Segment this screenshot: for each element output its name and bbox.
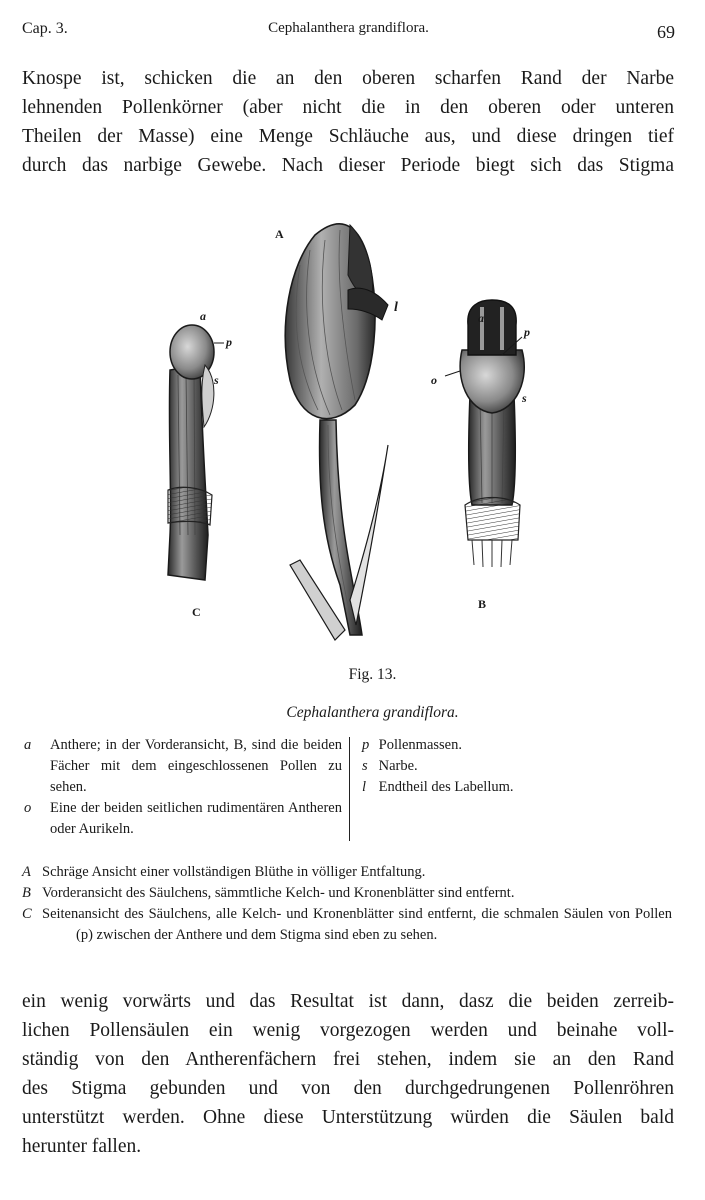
running-head	[22, 20, 675, 44]
text-line: unterstützt werden. Ohne diese Unterstützung würden die Säulen bald	[22, 1107, 674, 1128]
view-text: Seitenansicht des Säulchens, alle Kelch- und Kronenblätter sind entfernt, die schmalen Säulen von Pollen (p) zwischen der Anthere und dem Stigma sind eben zu sehen.	[42, 906, 672, 943]
text-line: lichen Pollensäulen ein wenig vorgezogen werden und beinahe voll-	[22, 1020, 674, 1041]
legend-item	[24, 798, 342, 840]
legend-item	[362, 756, 592, 777]
view-key: C	[22, 906, 32, 922]
legend-divider	[349, 737, 350, 841]
view-text: Schräge Ansicht einer vollständigen Blüthe in völliger Entfaltung.	[42, 864, 426, 880]
view-key: A	[22, 864, 31, 880]
legend-column-left	[24, 735, 342, 840]
figure-label-a: A	[275, 227, 284, 241]
view-b-column	[460, 300, 524, 567]
figure-label-labellum: l	[394, 300, 398, 315]
legend-text: Anthere; in der Vorderansicht, B, sind die beiden Fächer mit dem eingeschlossenen Pollen zu sehen.	[50, 737, 342, 795]
running-title: Cephalanthera grandiflora.	[268, 20, 429, 36]
figure-label-b: B	[478, 597, 487, 611]
legend-item	[362, 735, 592, 756]
legend-text: Pollenmassen.	[378, 737, 462, 753]
legend-key: o	[24, 800, 32, 816]
legend-key: a	[24, 737, 32, 753]
paragraph-top	[22, 64, 674, 180]
legend-column-right	[362, 735, 592, 798]
view-descriptions	[22, 862, 672, 946]
text-line: herunter fallen.	[22, 1136, 142, 1157]
text-line: Knospe ist, schicken die an den oberen scharfen Rand der Narbe	[22, 68, 674, 89]
figure-label-c: C	[192, 605, 201, 619]
legend-key: s	[362, 758, 368, 774]
figure-label-anther: a	[200, 309, 206, 323]
legend-item	[24, 735, 342, 798]
text-line: Theilen der Masse) eine Menge Schläuche aus, und diese dringen tief	[22, 126, 674, 147]
figure-label-pollen: p	[524, 325, 530, 339]
legend-item	[362, 777, 592, 798]
figure-label-stigma: s	[214, 373, 219, 387]
view-description	[22, 904, 672, 946]
figure-label-anther: a	[478, 311, 484, 325]
text-line: durch das narbige Gewebe. Nach dieser Periode biegt sich das Stigma	[22, 155, 674, 176]
view-description	[22, 883, 672, 904]
legend-key: l	[362, 779, 367, 795]
text-line: ständig von den Antherenfächern frei stehen, indem sie an den Rand	[22, 1049, 674, 1070]
text-line: des Stigma gebunden und von den durchgedrungenen Pollenröhren	[22, 1078, 674, 1099]
view-key: B	[22, 885, 31, 901]
figure-number: Fig. 13.	[348, 666, 397, 683]
legend-text: Narbe.	[378, 758, 418, 774]
legend-text: Endtheil des Labellum.	[378, 779, 514, 795]
orchid-engraving	[150, 205, 570, 655]
figure-label-pollen: p	[226, 335, 232, 349]
page-number: 69	[657, 22, 675, 42]
paragraph-bottom	[22, 987, 674, 1161]
view-description	[22, 862, 672, 883]
chapter-label: Cap. 3.	[22, 20, 68, 37]
figure-label-stigma: s	[522, 391, 527, 405]
legend-key: p	[362, 737, 370, 753]
figure-caption: Cephalanthera grandiflora.	[286, 704, 459, 721]
text-line: ein wenig vorwärts und das Resultat ist dann, dasz die beiden zerreib-	[22, 991, 674, 1012]
legend-text: Eine der beiden seitlichen rudimentären Antheren oder Aurikeln.	[50, 800, 342, 837]
figure-label-auricle: o	[431, 373, 437, 387]
view-a-flower	[285, 224, 388, 640]
view-text: Vorderansicht des Säulchens, sämmtliche Kelch- und Kronenblätter sind entfernt.	[42, 885, 515, 901]
figure-13-illustration	[150, 205, 570, 655]
text-line: lehnenden Pollenkörner (aber nicht die in den oberen oder unteren	[22, 97, 674, 118]
leader-line	[445, 371, 460, 376]
view-c-column	[168, 325, 214, 580]
